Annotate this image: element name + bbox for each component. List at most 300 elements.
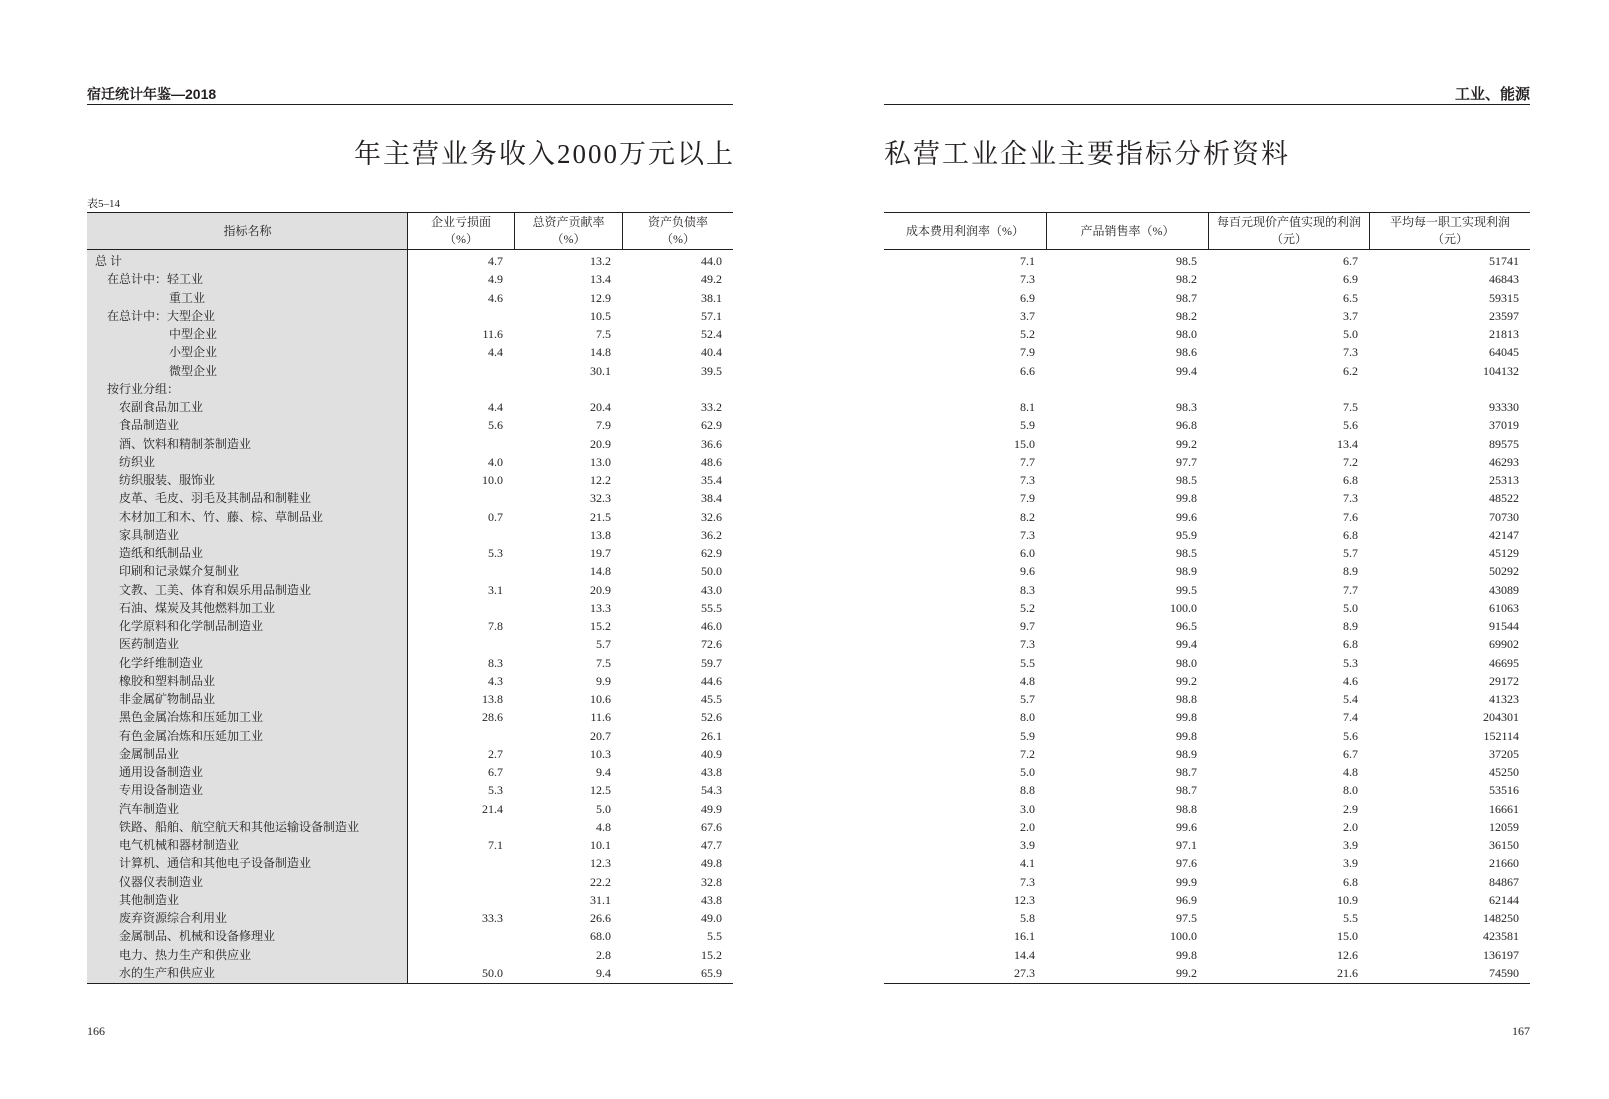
profit-per-employee-cell: 69902 <box>1489 637 1519 652</box>
indicator-name-cell: 纺织服装、服饰业 <box>119 473 216 487</box>
cost-profit-rate-cell: 27.3 <box>1014 965 1035 980</box>
loss-enterprise-ratio-cell: 5.3 <box>488 546 503 560</box>
indicator-name-cell: 皮革、毛皮、羽毛及其制品和制鞋业 <box>119 491 312 506</box>
asset-liability-ratio-cell: 47.7 <box>701 838 722 852</box>
loss-enterprise-ratio-cell <box>408 635 514 653</box>
sales-rate-cell: 100.0 <box>1170 600 1197 615</box>
table-row <box>87 690 733 708</box>
profit-per-100-yuan-cell: 5.5 <box>1343 911 1358 925</box>
table-row <box>884 708 1530 726</box>
sales-rate-cell: 96.9 <box>1176 892 1197 907</box>
asset-liability-ratio-cell: 62.9 <box>701 418 722 433</box>
table-row <box>884 471 1530 489</box>
sales-rate-cell: 97.5 <box>1176 911 1197 925</box>
profit-per-100-yuan-cell: 6.7 <box>1343 254 1358 268</box>
table-row <box>87 617 733 635</box>
profit-per-100-yuan-cell: 5.0 <box>1343 600 1358 615</box>
cost-profit-rate-cell: 9.7 <box>1020 619 1035 633</box>
table-row <box>884 727 1530 745</box>
table-row <box>884 927 1530 945</box>
sales-rate-cell: 99.6 <box>1176 819 1197 834</box>
asset-contribution-rate-cell: 32.3 <box>590 491 611 506</box>
indicator-name-cell: 在总计中：轻工业 <box>107 272 204 287</box>
table-row <box>884 453 1530 471</box>
sales-rate-cell <box>1046 380 1208 398</box>
table-row <box>87 727 733 745</box>
cost-profit-rate-cell: 4.8 <box>1020 673 1035 688</box>
profit-per-100-yuan-cell: 5.3 <box>1343 655 1358 670</box>
table-row <box>87 581 733 599</box>
indicator-name-cell: 铁路、船舶、航空航天和其他运输设备制造业 <box>119 819 360 834</box>
asset-contribution-rate-cell: 7.5 <box>596 327 611 341</box>
asset-liability-ratio-cell: 44.0 <box>701 254 722 268</box>
profit-per-employee-cell: 62144 <box>1489 892 1519 907</box>
table-row <box>884 398 1530 416</box>
sales-rate-cell: 98.3 <box>1176 400 1197 414</box>
loss-enterprise-ratio-cell <box>408 526 514 544</box>
loss-enterprise-ratio-cell: 0.7 <box>488 509 503 524</box>
table-row <box>87 398 733 416</box>
sales-rate-cell: 96.5 <box>1176 619 1197 633</box>
loss-enterprise-ratio-cell: 2.7 <box>488 746 503 761</box>
table-row <box>884 562 1530 580</box>
table-row <box>884 544 1530 562</box>
cost-profit-rate-cell: 7.1 <box>1020 254 1035 268</box>
loss-enterprise-ratio-cell: 4.6 <box>488 290 503 305</box>
loss-enterprise-ratio-cell: 21.4 <box>482 801 503 816</box>
asset-contribution-rate-cell: 12.3 <box>590 856 611 871</box>
table-row <box>884 343 1530 361</box>
sales-rate-cell: 97.6 <box>1176 856 1197 871</box>
asset-contribution-rate-cell: 10.5 <box>590 308 611 323</box>
profit-per-100-yuan-cell: 7.5 <box>1343 400 1358 414</box>
table-row <box>884 526 1530 544</box>
indicator-name-cell: 文教、工美、体育和娱乐用品制造业 <box>119 582 312 597</box>
indicator-name-cell: 印刷和记录媒介复制业 <box>119 564 240 579</box>
sales-rate-cell: 99.9 <box>1176 874 1197 889</box>
loss-enterprise-ratio-cell <box>408 891 514 909</box>
sales-rate-cell: 99.8 <box>1176 728 1197 743</box>
table-row <box>884 380 1530 398</box>
profit-per-employee-cell: 93330 <box>1489 400 1519 414</box>
asset-contribution-rate-cell: 22.2 <box>590 874 611 889</box>
page-number-right: 167 <box>1512 1024 1530 1038</box>
sales-rate-cell: 99.8 <box>1176 710 1197 725</box>
profit-per-employee-cell: 204301 <box>1483 710 1519 725</box>
asset-contribution-rate-cell: 13.0 <box>590 454 611 469</box>
profit-per-employee-cell: 23597 <box>1489 308 1519 323</box>
cost-profit-rate-cell: 7.3 <box>1020 527 1035 542</box>
profit-per-100-yuan-cell: 5.6 <box>1343 418 1358 433</box>
loss-enterprise-ratio-cell: 7.8 <box>488 619 503 633</box>
profit-per-100-yuan-cell: 8.9 <box>1343 564 1358 579</box>
cost-profit-rate-cell <box>884 380 1046 398</box>
table-row <box>884 672 1530 690</box>
loss-enterprise-ratio-cell <box>408 307 514 325</box>
profit-per-100-yuan-cell: 3.9 <box>1343 856 1358 871</box>
asset-liability-ratio-cell: 15.2 <box>701 947 722 962</box>
profit-per-employee-cell: 16661 <box>1489 801 1519 816</box>
indicator-name-cell: 医药制造业 <box>119 637 180 652</box>
table-row <box>87 891 733 909</box>
sales-rate-header <box>1046 213 1208 249</box>
asset-liability-ratio-cell: 49.0 <box>701 911 722 925</box>
asset-liability-ratio-cell: 38.1 <box>701 290 722 305</box>
cost-profit-rate-cell: 2.0 <box>1020 819 1035 834</box>
cost-profit-rate-cell: 5.9 <box>1020 728 1035 743</box>
profit-per-employee-cell: 53516 <box>1489 783 1519 798</box>
profit-per-employee-cell: 48522 <box>1489 491 1519 506</box>
table-row <box>87 909 733 927</box>
loss-enterprise-ratio-cell <box>408 435 514 453</box>
profit-per-employee-cell: 136197 <box>1483 947 1519 962</box>
page-title-left: 年主营业务收入2000万元以上 <box>354 139 735 169</box>
indicator-name-cell: 重工业 <box>169 290 206 305</box>
profit-per-100-yuan-cell <box>1208 380 1369 398</box>
indicator-name-cell: 木材加工和木、竹、藤、棕、草制品业 <box>119 509 324 524</box>
profit-per-employee-cell: 21660 <box>1489 856 1519 871</box>
asset-contribution-rate-cell: 20.9 <box>590 436 611 451</box>
asset-contribution-rate-cell: 10.3 <box>590 746 611 761</box>
loss-enterprise-ratio-cell <box>408 727 514 745</box>
asset-contribution-rate-cell: 13.2 <box>590 254 611 268</box>
table-row <box>884 818 1530 836</box>
loss-enterprise-ratio-cell: 8.3 <box>488 655 503 670</box>
profit-per-100-yuan-cell: 7.2 <box>1343 454 1358 469</box>
table-row <box>884 635 1530 653</box>
profit-per-employee-cell: 41323 <box>1489 692 1519 706</box>
table-row <box>884 416 1530 434</box>
table-row <box>884 800 1530 818</box>
asset-liability-ratio-cell: 33.2 <box>701 400 722 414</box>
sales-rate-cell: 98.6 <box>1176 345 1197 360</box>
cost-profit-rate-cell: 14.4 <box>1014 947 1035 962</box>
profit-per-100-yuan-cell: 3.9 <box>1343 838 1358 852</box>
profit-per-100-yuan-cell: 21.6 <box>1337 965 1358 980</box>
cost-profit-rate-cell: 5.2 <box>1020 327 1035 341</box>
table-row <box>884 836 1530 854</box>
table-row <box>884 745 1530 763</box>
header-line: 产品销售率（%） <box>1080 223 1175 238</box>
profit-per-employee-cell: 423581 <box>1483 929 1519 944</box>
cost-profit-rate-cell: 9.6 <box>1020 564 1035 579</box>
asset-liability-ratio-cell: 52.6 <box>701 710 722 725</box>
table-row <box>884 946 1530 964</box>
cost-profit-rate-cell: 3.0 <box>1020 801 1035 816</box>
profit-per-100-yuan-cell: 6.9 <box>1343 272 1358 287</box>
asset-contribution-rate-cell: 12.2 <box>590 473 611 487</box>
profit-per-employee-cell: 46695 <box>1489 655 1519 670</box>
profit-per-100-yuan-cell: 7.3 <box>1343 491 1358 506</box>
table-row <box>87 836 733 854</box>
table-row <box>87 252 733 270</box>
indicator-name-cell: 废弃资源综合利用业 <box>119 911 228 925</box>
running-header-book-title: 宿迁统计年鉴—2018 <box>87 86 217 102</box>
indicator-table-right <box>884 212 1530 984</box>
profit-per-employee-cell: 45129 <box>1489 546 1519 560</box>
sales-rate-cell: 96.8 <box>1176 418 1197 433</box>
table-row <box>884 307 1530 325</box>
loss-enterprise-ratio-cell: 4.4 <box>488 400 503 414</box>
profit-per-employee-cell: 42147 <box>1489 527 1519 542</box>
header-rule-right <box>884 104 1530 105</box>
indicator-name-cell: 计算机、通信和其他电子设备制造业 <box>119 856 312 871</box>
loss-enterprise-ratio-cell <box>408 380 514 398</box>
indicator-name-cell: 家具制造业 <box>119 527 180 542</box>
cost-profit-rate-cell: 6.9 <box>1020 290 1035 305</box>
header-line: 平均每一职工实现利润 <box>1389 215 1510 229</box>
asset-contribution-rate-cell: 10.1 <box>590 838 611 852</box>
profit-per-employee-cell: 25313 <box>1489 473 1519 487</box>
table-row <box>87 325 733 343</box>
table-row <box>87 526 733 544</box>
sales-rate-cell: 97.7 <box>1176 454 1197 469</box>
profit-per-employee-cell: 12059 <box>1489 819 1519 834</box>
asset-liability-ratio-cell: 43.8 <box>701 892 722 907</box>
cost-profit-rate-cell: 7.3 <box>1020 874 1035 889</box>
table-row <box>87 307 733 325</box>
table-row <box>87 289 733 307</box>
indicator-name-cell: 电气机械和器材制造业 <box>119 838 240 852</box>
cost-profit-rate-cell: 7.3 <box>1020 272 1035 287</box>
table-row <box>87 489 733 507</box>
cost-profit-rate-cell: 5.0 <box>1020 765 1035 779</box>
cost-profit-rate-cell: 4.1 <box>1020 856 1035 871</box>
asset-liability-ratio-cell: 49.8 <box>701 856 722 871</box>
indicator-name-cell: 微型企业 <box>169 363 218 378</box>
indicator-name-cell: 小型企业 <box>169 345 218 360</box>
loss-enterprise-ratio-header <box>408 213 514 249</box>
profit-per-employee-cell: 89575 <box>1489 436 1519 451</box>
asset-liability-ratio-cell: 32.8 <box>701 874 722 889</box>
indicator-name-cell: 黑色金属冶炼和压延加工业 <box>119 710 264 725</box>
sales-rate-cell: 98.2 <box>1176 308 1197 323</box>
cost-profit-rate-cell: 5.8 <box>1020 911 1035 925</box>
profit-per-employee-cell: 74590 <box>1489 965 1519 980</box>
loss-enterprise-ratio-cell <box>408 562 514 580</box>
cost-profit-rate-header <box>884 213 1046 249</box>
loss-enterprise-ratio-cell: 13.8 <box>482 692 503 706</box>
table-row <box>87 635 733 653</box>
indicator-name-cell: 有色金属冶炼和压延加工业 <box>119 728 264 743</box>
asset-liability-ratio-cell: 52.4 <box>701 327 722 341</box>
profit-per-100-yuan-cell: 5.4 <box>1343 692 1358 706</box>
asset-liability-ratio-header <box>622 213 733 249</box>
profit-per-employee-cell: 21813 <box>1489 327 1519 341</box>
asset-liability-ratio-cell: 38.4 <box>701 491 722 506</box>
loss-enterprise-ratio-cell: 10.0 <box>482 473 503 487</box>
cost-profit-rate-cell: 5.9 <box>1020 418 1035 433</box>
profit-per-100-yuan-header <box>1208 213 1369 249</box>
asset-contribution-rate-cell: 20.9 <box>590 582 611 597</box>
asset-contribution-rate-cell: 7.9 <box>596 418 611 433</box>
table-row <box>884 489 1530 507</box>
table-row <box>87 562 733 580</box>
indicator-name-cell: 化学纤维制造业 <box>119 655 204 670</box>
sales-rate-cell: 98.7 <box>1176 783 1197 798</box>
table-row <box>884 854 1530 872</box>
indicator-name-cell: 水的生产和供应业 <box>119 965 216 980</box>
profit-per-100-yuan-cell: 5.0 <box>1343 327 1358 341</box>
table-row <box>884 891 1530 909</box>
loss-enterprise-ratio-cell: 4.0 <box>488 454 503 469</box>
asset-liability-ratio-cell: 49.9 <box>701 801 722 816</box>
indicator-name-cell: 非金属矿物制品业 <box>119 692 216 706</box>
profit-per-100-yuan-cell: 5.6 <box>1343 728 1358 743</box>
asset-contribution-rate-header <box>514 213 622 249</box>
sales-rate-cell: 99.2 <box>1176 673 1197 688</box>
cost-profit-rate-cell: 8.2 <box>1020 509 1035 524</box>
asset-liability-ratio-cell: 43.8 <box>701 765 722 779</box>
loss-enterprise-ratio-cell: 4.9 <box>488 272 503 287</box>
indicator-name-cell: 总 计 <box>95 254 123 268</box>
asset-liability-ratio-cell: 26.1 <box>701 728 722 743</box>
sales-rate-cell: 97.1 <box>1176 838 1197 852</box>
asset-contribution-rate-cell: 20.4 <box>590 400 611 414</box>
asset-contribution-rate-cell: 13.4 <box>590 272 611 287</box>
header-line: 指标名称 <box>223 223 272 238</box>
asset-liability-ratio-cell: 50.0 <box>701 564 722 579</box>
loss-enterprise-ratio-cell: 4.4 <box>488 345 503 360</box>
asset-contribution-rate-cell: 26.6 <box>590 911 611 925</box>
profit-per-100-yuan-cell: 6.8 <box>1343 637 1358 652</box>
profit-per-employee-cell: 37205 <box>1489 746 1519 761</box>
sales-rate-cell: 98.5 <box>1176 254 1197 268</box>
table-row <box>884 599 1530 617</box>
profit-per-100-yuan-cell: 10.9 <box>1337 892 1358 907</box>
profit-per-100-yuan-cell: 2.9 <box>1343 801 1358 816</box>
loss-enterprise-ratio-cell <box>408 362 514 380</box>
header-unit: （%） <box>551 232 586 246</box>
header-line: 资产负债率 <box>647 215 708 229</box>
asset-liability-ratio-cell: 32.6 <box>701 509 722 524</box>
table-row <box>884 909 1530 927</box>
profit-per-100-yuan-cell: 4.6 <box>1343 673 1358 688</box>
loss-enterprise-ratio-cell: 3.1 <box>488 582 503 597</box>
indicator-name-cell: 酒、饮料和精制茶制造业 <box>119 436 252 451</box>
table-row <box>87 818 733 836</box>
table-row <box>884 763 1530 781</box>
sales-rate-cell: 99.4 <box>1176 363 1197 378</box>
page-number-left: 166 <box>87 1024 105 1038</box>
table-row <box>87 380 733 398</box>
indicator-name-cell: 金属制品、机械和设备修理业 <box>119 929 276 944</box>
asset-liability-ratio-cell: 54.3 <box>701 783 722 798</box>
asset-liability-ratio-cell: 39.5 <box>701 363 722 378</box>
profit-per-employee-cell: 59315 <box>1489 290 1519 305</box>
table-row <box>87 745 733 763</box>
asset-contribution-rate-cell: 19.7 <box>590 546 611 560</box>
table-row <box>87 416 733 434</box>
profit-per-employee-cell: 45250 <box>1489 765 1519 779</box>
profit-per-100-yuan-cell: 7.4 <box>1343 710 1358 725</box>
table-row <box>87 435 733 453</box>
loss-enterprise-ratio-cell <box>408 599 514 617</box>
asset-contribution-rate-cell: 10.6 <box>590 692 611 706</box>
table-row <box>87 800 733 818</box>
table-row <box>87 964 733 982</box>
sales-rate-cell: 99.6 <box>1176 509 1197 524</box>
indicator-name-cell: 汽车制造业 <box>119 801 180 816</box>
asset-liability-ratio-cell: 43.0 <box>701 582 722 597</box>
sales-rate-cell: 98.8 <box>1176 801 1197 816</box>
indicator-name-cell: 食品制造业 <box>119 418 180 433</box>
profit-per-employee-header <box>1369 213 1530 249</box>
loss-enterprise-ratio-cell: 4.7 <box>488 254 503 268</box>
sales-rate-cell: 98.9 <box>1176 746 1197 761</box>
indicator-name-cell: 按行业分组： <box>107 381 180 396</box>
profit-per-employee-cell: 148250 <box>1483 911 1519 925</box>
cost-profit-rate-cell: 16.1 <box>1014 929 1035 944</box>
profit-per-100-yuan-cell: 15.0 <box>1337 929 1358 944</box>
sales-rate-cell: 98.2 <box>1176 272 1197 287</box>
cost-profit-rate-cell: 8.8 <box>1020 783 1035 798</box>
header-line: 企业亏损面 <box>430 215 491 229</box>
loss-enterprise-ratio-cell: 4.3 <box>488 673 503 688</box>
sales-rate-cell: 99.2 <box>1176 436 1197 451</box>
profit-per-100-yuan-cell: 12.6 <box>1337 947 1358 962</box>
table-row <box>884 508 1530 526</box>
asset-liability-ratio-cell: 62.9 <box>701 546 722 560</box>
asset-contribution-rate-cell: 31.1 <box>590 892 611 907</box>
asset-contribution-rate-cell: 9.4 <box>596 965 611 980</box>
asset-liability-ratio-cell: 40.9 <box>701 746 722 761</box>
asset-contribution-rate-cell <box>514 380 622 398</box>
cost-profit-rate-cell: 15.0 <box>1014 436 1035 451</box>
table-row <box>87 854 733 872</box>
table-row <box>884 325 1530 343</box>
profit-per-100-yuan-cell: 7.6 <box>1343 509 1358 524</box>
cost-profit-rate-cell: 5.2 <box>1020 600 1035 615</box>
sales-rate-cell: 98.5 <box>1176 473 1197 487</box>
profit-per-employee-cell: 36150 <box>1489 838 1519 852</box>
asset-contribution-rate-cell: 14.8 <box>590 345 611 360</box>
profit-per-employee-cell: 64045 <box>1489 345 1519 360</box>
cost-profit-rate-cell: 6.0 <box>1020 546 1035 560</box>
asset-liability-ratio-cell <box>622 380 733 398</box>
cost-profit-rate-cell: 6.6 <box>1020 363 1035 378</box>
asset-liability-ratio-cell: 44.6 <box>701 673 722 688</box>
table-row <box>87 927 733 945</box>
asset-contribution-rate-cell: 30.1 <box>590 363 611 378</box>
indicator-name-cell: 在总计中：大型企业 <box>107 308 216 323</box>
asset-liability-ratio-cell: 59.7 <box>701 655 722 670</box>
indicator-name-cell: 其他制造业 <box>119 892 180 907</box>
loss-enterprise-ratio-cell: 6.7 <box>488 765 503 779</box>
asset-liability-ratio-cell: 36.6 <box>701 436 722 451</box>
sales-rate-cell: 98.0 <box>1176 655 1197 670</box>
loss-enterprise-ratio-cell <box>408 946 514 964</box>
sales-rate-cell: 98.9 <box>1176 564 1197 579</box>
cost-profit-rate-cell: 5.5 <box>1020 655 1035 670</box>
table-row <box>87 544 733 562</box>
cost-profit-rate-cell: 5.7 <box>1020 692 1035 706</box>
indicator-name-cell: 橡胶和塑料制品业 <box>119 673 216 688</box>
cost-profit-rate-cell: 7.7 <box>1020 454 1035 469</box>
header-line: 成本费用利润率（%） <box>906 223 1024 238</box>
indicator-name-cell: 农副食品加工业 <box>119 400 204 414</box>
profit-per-100-yuan-cell: 6.8 <box>1343 473 1358 487</box>
asset-contribution-rate-cell: 13.3 <box>590 600 611 615</box>
profit-per-100-yuan-cell: 5.7 <box>1343 546 1358 560</box>
cost-profit-rate-cell: 8.0 <box>1020 710 1035 725</box>
asset-liability-ratio-cell: 40.4 <box>701 345 722 360</box>
table-row <box>884 654 1530 672</box>
table-row <box>87 508 733 526</box>
asset-liability-ratio-cell: 45.5 <box>701 692 722 706</box>
page-title-right: 私营工业企业主要指标分析资料 <box>884 139 1290 169</box>
loss-enterprise-ratio-cell <box>408 927 514 945</box>
